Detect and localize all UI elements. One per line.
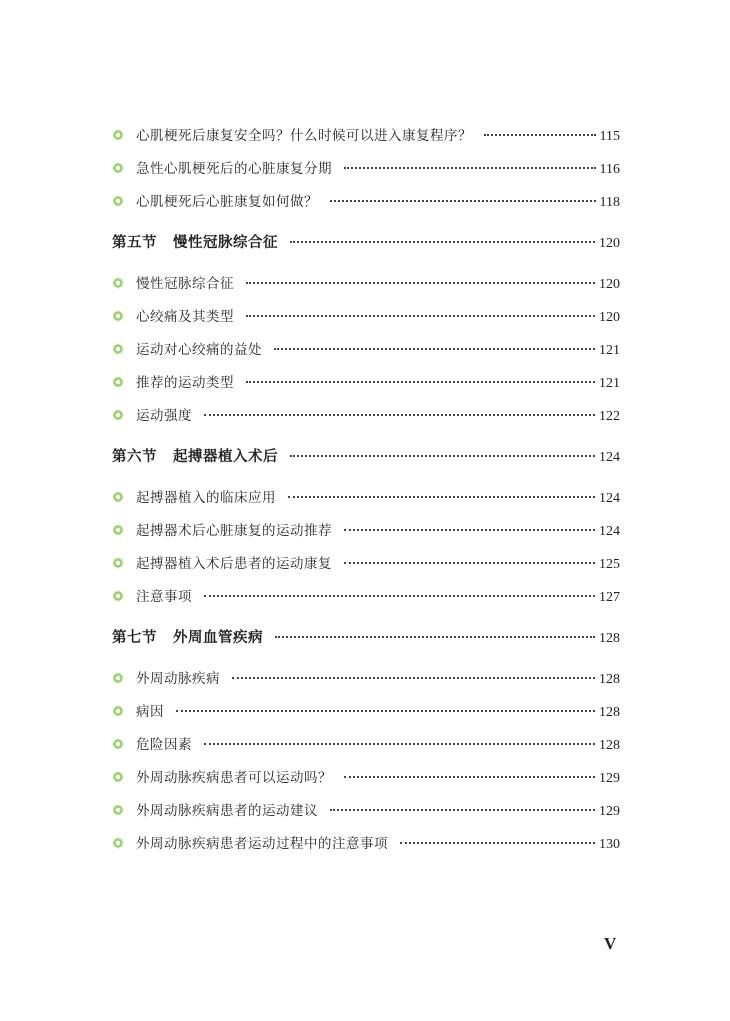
toc-entry-title: 运动对心绞痛的益处: [136, 342, 262, 358]
green-circle-bullet-icon: [112, 277, 124, 289]
toc-entry-title: 起搏器植入的临床应用: [136, 490, 276, 506]
toc-section-name: 外周血管疾病: [173, 630, 263, 646]
toc-entry-title: 病因: [136, 704, 164, 720]
green-circle-bullet-icon: [112, 738, 124, 750]
toc-entry-page: 129: [599, 804, 620, 819]
dot-leader: [246, 381, 595, 383]
toc-entry-page: 120: [599, 310, 620, 325]
green-circle-bullet-icon: [112, 771, 124, 783]
toc-entry-page: 121: [599, 376, 620, 391]
dot-leader: [204, 743, 595, 745]
toc-entry-page: 127: [599, 590, 620, 605]
dot-leader: [484, 134, 596, 136]
green-circle-bullet-icon: [112, 129, 124, 141]
dot-leader: [344, 562, 595, 564]
green-circle-bullet-icon: [112, 310, 124, 322]
toc-section-title: [112, 445, 278, 466]
dot-leader: [204, 595, 595, 597]
toc-entry-page: 124: [599, 491, 620, 506]
dot-leader: [344, 776, 595, 778]
toc-entry[interactable]: [112, 371, 620, 395]
toc-entry-page: 128: [599, 705, 620, 720]
toc-section-name: 起搏器植入术后: [173, 449, 278, 465]
green-circle-bullet-icon: [112, 343, 124, 355]
toc-entry-title: 危险因素: [136, 737, 192, 753]
toc-entry-page: 128: [599, 738, 620, 753]
green-circle-bullet-icon: [112, 705, 124, 717]
toc-entry[interactable]: [112, 305, 620, 329]
toc-entry-title: 注意事项: [136, 589, 192, 605]
toc-entry-page: 125: [599, 557, 620, 572]
toc-entry[interactable]: [112, 519, 620, 543]
toc-entry-page: 130: [599, 837, 620, 852]
toc-entry-page: 118: [599, 195, 620, 210]
toc-section-page: 120: [599, 236, 620, 251]
toc-entry-page: 128: [599, 672, 620, 687]
toc-entry-title: 推荐的运动类型: [136, 375, 234, 391]
toc-entry-title: 外周动脉疾病患者可以运动吗？: [136, 770, 332, 786]
toc-section-heading[interactable]: [112, 231, 620, 255]
toc-entry-title: 慢性冠脉综合征: [136, 276, 234, 292]
toc-entry[interactable]: [112, 404, 620, 428]
dot-leader: [290, 241, 595, 243]
toc-entry-title: 运动强度: [136, 408, 192, 424]
toc-entry[interactable]: [112, 832, 620, 856]
toc-entry-title: 心肌梗死后康复安全吗？什么时候可以进入康复程序？: [136, 128, 472, 144]
toc-entry[interactable]: [112, 124, 620, 148]
toc-section-title: [112, 626, 263, 647]
toc-entry[interactable]: [112, 667, 620, 691]
dot-leader: [344, 167, 596, 169]
toc-section-heading[interactable]: [112, 626, 620, 650]
dot-leader: [204, 414, 595, 416]
green-circle-bullet-icon: [112, 376, 124, 388]
toc-section-page: 124: [599, 450, 620, 465]
dot-leader: [290, 455, 595, 457]
dot-leader: [288, 496, 595, 498]
toc-section-label: 第七节: [112, 630, 157, 646]
toc-section-name: 慢性冠脉综合征: [173, 235, 278, 251]
toc-entry[interactable]: [112, 552, 620, 576]
toc-entry-page: 124: [599, 524, 620, 539]
toc-entry-title: 心肌梗死后心脏康复如何做？: [136, 194, 318, 210]
dot-leader: [330, 200, 596, 202]
green-circle-bullet-icon: [112, 557, 124, 569]
dot-leader: [275, 636, 595, 638]
toc-entry[interactable]: [112, 700, 620, 724]
green-circle-bullet-icon: [112, 162, 124, 174]
dot-leader: [176, 710, 595, 712]
toc-section-title: [112, 231, 278, 252]
toc-section-label: 第六节: [112, 449, 157, 465]
toc-entry-title: 起搏器术后心脏康复的运动推荐: [136, 523, 332, 539]
toc-entry-page: 122: [599, 409, 620, 424]
toc-entry-title: 起搏器植入术后患者的运动康复: [136, 556, 332, 572]
toc-entry-page: 116: [599, 162, 620, 177]
dot-leader: [400, 842, 595, 844]
toc-section-page: 128: [599, 631, 620, 646]
toc-entry[interactable]: [112, 486, 620, 510]
toc-entry-title: 外周动脉疾病: [136, 671, 220, 687]
toc-entry-title: 外周动脉疾病患者运动过程中的注意事项: [136, 836, 388, 852]
green-circle-bullet-icon: [112, 590, 124, 602]
green-circle-bullet-icon: [112, 409, 124, 421]
toc-entry[interactable]: [112, 338, 620, 362]
toc-section-label: 第五节: [112, 235, 157, 251]
page-number: V: [604, 934, 617, 953]
toc-entry[interactable]: [112, 190, 620, 214]
toc-entry-title: 心绞痛及其类型: [136, 309, 234, 325]
toc-entry[interactable]: [112, 766, 620, 790]
green-circle-bullet-icon: [112, 804, 124, 816]
toc-entry-page: 115: [599, 129, 620, 144]
toc-entry-page: 129: [599, 771, 620, 786]
dot-leader: [246, 315, 595, 317]
green-circle-bullet-icon: [112, 195, 124, 207]
green-circle-bullet-icon: [112, 524, 124, 536]
toc-entry-page: 121: [599, 343, 620, 358]
toc-entry[interactable]: [112, 799, 620, 823]
toc-entry[interactable]: [112, 157, 620, 181]
dot-leader: [274, 348, 595, 350]
toc-entry-title: 外周动脉疾病患者的运动建议: [136, 803, 318, 819]
dot-leader: [330, 809, 595, 811]
toc-entry[interactable]: [112, 272, 620, 296]
dot-leader: [232, 677, 595, 679]
dot-leader: [344, 529, 595, 531]
toc-entry[interactable]: [112, 585, 620, 609]
green-circle-bullet-icon: [112, 837, 124, 849]
green-circle-bullet-icon: [112, 491, 124, 503]
toc-entry-title: 急性心肌梗死后的心脏康复分期: [136, 161, 332, 177]
toc-entry[interactable]: [112, 733, 620, 757]
toc-section-heading[interactable]: [112, 445, 620, 469]
dot-leader: [246, 282, 595, 284]
toc-entry-page: 120: [599, 277, 620, 292]
green-circle-bullet-icon: [112, 672, 124, 684]
